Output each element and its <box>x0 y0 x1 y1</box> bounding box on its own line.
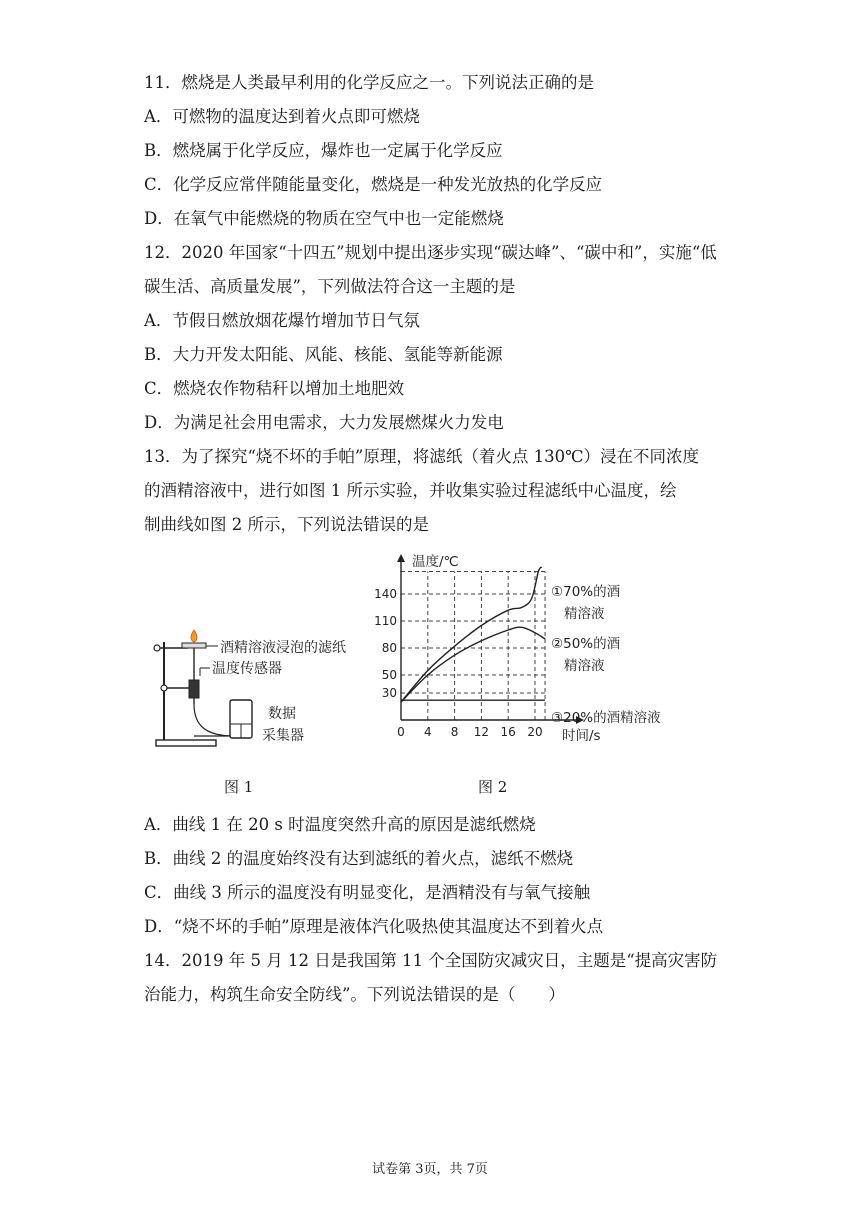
x-tick-label: 16 <box>500 725 516 739</box>
q13-stem-line2: 的酒精溶液中，进行如图 1 所示实验，并收集实验过程滤纸中心温度，绘 <box>144 481 677 500</box>
label-filter-paper: 酒精溶液浸泡的滤纸 <box>220 640 346 656</box>
y-tick-label: 80 <box>381 641 397 655</box>
q13-stem-line3: 制曲线如图 2 所示，下列说法错误的是 <box>144 515 429 534</box>
label-collector-line1: 数据 <box>268 706 296 722</box>
q13-stem-line1: 13．为了探究“烧不坏的手帕”原理，将滤纸（着火点 130℃）浸在不同浓度 <box>144 447 700 466</box>
curve-2 <box>401 627 545 702</box>
q12-option-c: C．燃烧农作物秸秆以增加土地肥效 <box>144 379 405 398</box>
x-tick-label: 0 <box>397 725 405 739</box>
temperature-sensor <box>189 680 199 698</box>
x-tick-label: 20 <box>527 725 543 739</box>
q14-stem-line1: 14．2019 年 5 月 12 日是我国第 11 个全国防灾减灾日，主题是“提高灾害防 <box>144 951 718 970</box>
curve1-label-line1: ①70%的酒 <box>551 584 621 600</box>
q13-option-b: B．曲线 2 的温度始终没有达到滤纸的着火点，滤纸不燃烧 <box>144 849 574 868</box>
figure-2-chart <box>374 548 661 768</box>
y-tick-label: 50 <box>381 668 397 682</box>
figure-1-apparatus <box>144 628 374 753</box>
y-tick-label: 30 <box>381 686 397 700</box>
y-tick-label: 110 <box>374 614 397 628</box>
x-axis-label: 时间/s <box>562 728 601 744</box>
curve3-label: ③20%的酒精溶液 <box>551 710 661 726</box>
x-tick-label: 12 <box>473 725 490 739</box>
curve2-label-line1: ②50%的酒 <box>551 636 621 652</box>
filter-paper <box>182 643 206 648</box>
q13-option-c: C．曲线 3 所示的温度没有明显变化，是酒精没有与氧气接触 <box>144 883 591 902</box>
y-tick-label: 140 <box>374 587 397 601</box>
x-tick-label: 4 <box>423 725 432 739</box>
q12-stem-line2: 碳生活、高质量发展”，下列做法符合这一主题的是 <box>144 277 516 296</box>
q11-option-c: C．化学反应常伴随能量变化，燃烧是一种发光放热的化学反应 <box>144 175 603 194</box>
flame-icon <box>191 630 197 642</box>
q12-option-d: D．为满足社会用电需求，大力发展燃煤火力发电 <box>144 413 504 432</box>
label-temperature-sensor: 温度传感器 <box>212 661 282 677</box>
label-collector-line2: 采集器 <box>262 728 304 744</box>
q12-option-a: A．节假日燃放烟花爆竹增加节日气氛 <box>144 311 420 330</box>
q11-option-b: B．燃烧属于化学反应，爆炸也一定属于化学反应 <box>144 141 503 160</box>
curve-1 <box>401 567 542 702</box>
figure-1-caption: 图 1 <box>224 778 254 796</box>
q11-option-d: D．在氧气中能燃烧的物质在空气中也一定能燃烧 <box>144 209 504 228</box>
q13-option-a: A．曲线 1 在 20 s 时温度突然升高的原因是滤纸燃烧 <box>144 815 536 834</box>
page-footer: 试卷第 3页，共 7页 <box>372 1162 488 1177</box>
q14-stem-line2: 治能力，构筑生命安全防线”。下列说法错误的是（ ） <box>144 985 565 1004</box>
q11-option-a: A．可燃物的温度达到着火点即可燃烧 <box>144 107 420 126</box>
curve2-label-line2: 精溶液 <box>564 658 605 674</box>
curve1-label-line2: 精溶液 <box>564 606 605 622</box>
q13-option-d: D．“烧不坏的手帕”原理是液体汽化吸热使其温度达不到着火点 <box>144 917 604 936</box>
q12-option-b: B．大力开发太阳能、风能、核能、氢能等新能源 <box>144 345 503 364</box>
q11-stem: 11．燃烧是人类最早利用的化学反应之一。下列说法正确的是 <box>144 73 594 92</box>
figure-2-caption: 图 2 <box>478 778 508 796</box>
y-axis-arrow <box>397 554 405 562</box>
y-axis-label: 温度/℃ <box>412 554 459 570</box>
x-tick-label: 8 <box>450 725 459 739</box>
q12-stem-line1: 12．2020 年国家“十四五”规划中提出逐步实现“碳达峰”、“碳中和”，实施“低 <box>144 243 717 262</box>
stand-base <box>156 740 216 746</box>
